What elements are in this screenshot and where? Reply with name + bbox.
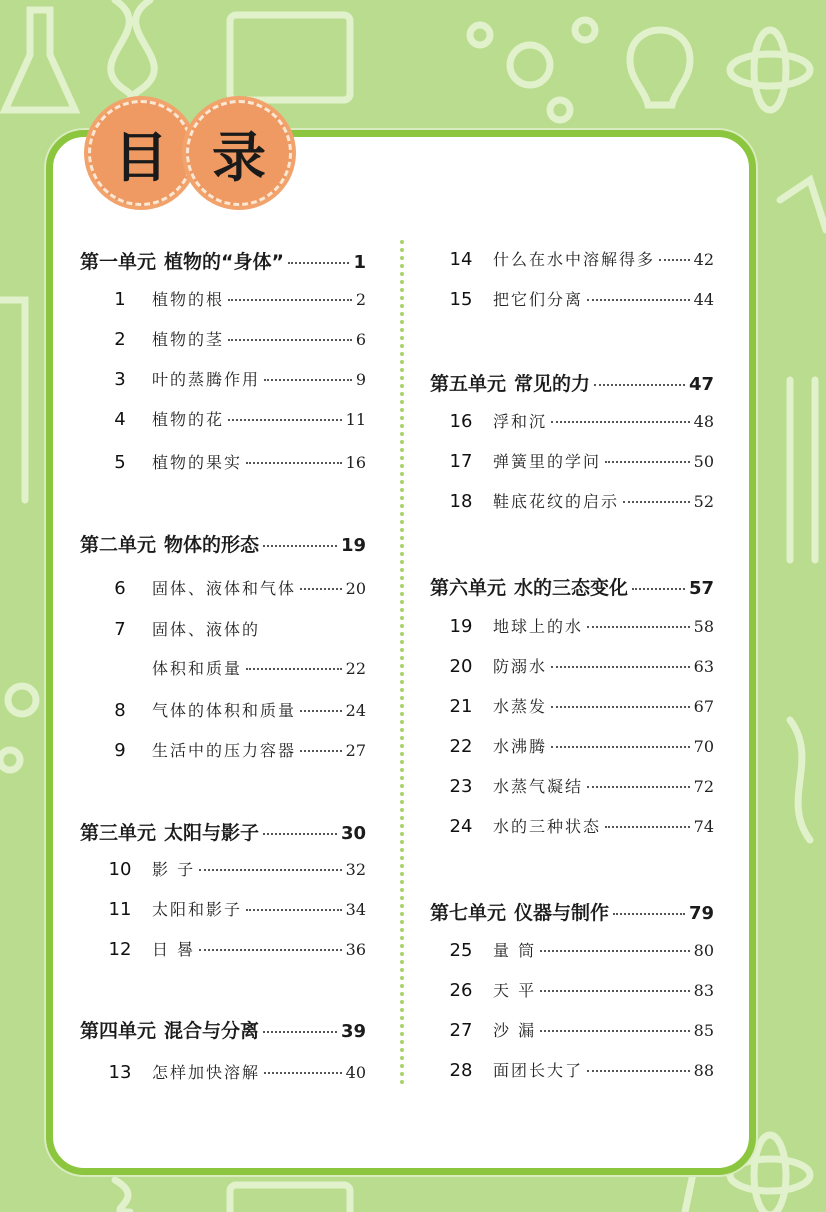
page-number: 57 <box>688 578 714 599</box>
page-number: 63 <box>693 657 714 676</box>
page-number: 85 <box>693 1021 714 1040</box>
toc-lesson-entry[interactable] <box>106 698 366 722</box>
toc-unit-entry[interactable] <box>430 369 714 395</box>
unit-title: 仪器与制作 <box>514 902 610 924</box>
lesson-number: 5 <box>114 452 126 473</box>
page-number: 47 <box>688 374 714 395</box>
unit-title: 水的三态变化 <box>514 577 629 599</box>
dot-leader <box>594 384 685 386</box>
dot-leader <box>587 1070 690 1072</box>
toc-unit-entry[interactable] <box>430 898 714 924</box>
lesson-number: 28 <box>449 1060 473 1081</box>
lesson-title: 植物的果实 <box>152 453 243 472</box>
column-divider <box>400 240 404 1085</box>
page-number: 34 <box>345 900 366 919</box>
unit-label: 第五单元 <box>430 373 507 395</box>
lesson-number: 25 <box>449 940 473 961</box>
toc-lesson-entry[interactable] <box>447 1058 714 1082</box>
page-number: 1 <box>353 252 366 273</box>
toc-lesson-entry[interactable] <box>447 614 714 638</box>
page-number: 74 <box>693 817 714 836</box>
page-number: 16 <box>345 453 366 472</box>
dot-leader <box>551 421 690 423</box>
toc-unit-entry[interactable] <box>80 530 366 556</box>
lesson-number: 26 <box>449 980 473 1001</box>
lesson-number: 2 <box>114 329 126 350</box>
dot-leader <box>623 501 690 503</box>
dot-leader <box>540 1030 690 1032</box>
unit-label: 第四单元 <box>80 1020 157 1042</box>
page-number: 44 <box>693 290 714 309</box>
lesson-title: 怎样加快溶解 <box>152 1063 261 1082</box>
unit-label: 第一单元 <box>80 251 157 273</box>
dot-leader <box>605 826 690 828</box>
lesson-number: 24 <box>449 816 473 837</box>
dot-leader <box>551 706 690 708</box>
toc-lesson-entry[interactable] <box>447 938 714 962</box>
lesson-title: 生活中的压力容器 <box>152 741 297 760</box>
lesson-number: 7 <box>114 619 126 640</box>
page-number: 79 <box>688 903 714 924</box>
dot-leader <box>199 869 342 871</box>
toc-unit-entry[interactable] <box>80 247 366 273</box>
lesson-number: 13 <box>108 1062 132 1083</box>
dot-leader <box>605 461 690 463</box>
lesson-number: 6 <box>114 578 126 599</box>
toc-lesson-entry[interactable] <box>106 1060 366 1084</box>
toc-lesson-entry[interactable] <box>106 897 366 921</box>
unit-label: 第六单元 <box>430 577 507 599</box>
lesson-title: 植物的花 <box>152 410 225 429</box>
toc-lesson-entry[interactable] <box>106 407 366 431</box>
toc-lesson-entry[interactable] <box>106 937 366 961</box>
lesson-title: 植物的根 <box>152 290 225 309</box>
lesson-number: 18 <box>449 491 473 512</box>
dot-leader <box>246 462 342 464</box>
toc-lesson-entry[interactable] <box>447 449 714 473</box>
lesson-title: 影 子 <box>152 860 196 879</box>
page-number: 2 <box>355 290 366 309</box>
lesson-number: 10 <box>108 859 132 880</box>
dot-leader <box>263 833 337 835</box>
dot-leader <box>300 710 342 712</box>
page-number: 39 <box>340 1021 366 1042</box>
page-number: 9 <box>355 370 366 389</box>
page-number: 20 <box>345 579 366 598</box>
dot-leader <box>246 668 342 670</box>
lesson-number: 4 <box>114 409 126 430</box>
dot-leader <box>263 545 337 547</box>
toc-unit-entry[interactable] <box>80 1016 366 1042</box>
lesson-number: 3 <box>114 369 126 390</box>
page-number: 83 <box>693 981 714 1000</box>
page-number: 22 <box>345 659 366 678</box>
lesson-title: 鞋底花纹的启示 <box>493 492 620 511</box>
dot-leader <box>551 746 690 748</box>
unit-title: 物体的形态 <box>164 534 260 556</box>
page-number: 58 <box>693 617 714 636</box>
dot-leader <box>587 626 690 628</box>
lesson-number: 19 <box>449 616 473 637</box>
lesson-number: 17 <box>449 451 473 472</box>
dot-leader <box>300 588 342 590</box>
lesson-number: 1 <box>114 289 126 310</box>
toc-lesson-entry[interactable] <box>447 774 714 798</box>
dot-leader <box>264 379 352 381</box>
lesson-title: 沙 漏 <box>493 1021 537 1040</box>
dot-leader <box>587 299 690 301</box>
toc-unit-entry[interactable] <box>80 818 366 844</box>
dot-leader <box>540 950 690 952</box>
lesson-title: 水蒸发 <box>493 697 548 716</box>
toc-lesson-entry[interactable] <box>106 617 366 641</box>
page-number: 72 <box>693 777 714 796</box>
unit-title: 植物的“身体” <box>164 251 284 273</box>
page-number: 88 <box>693 1061 714 1080</box>
lesson-title: 固体、液体和气体 <box>152 579 297 598</box>
toc-lesson-entry[interactable] <box>447 1018 714 1042</box>
toc-unit-entry[interactable] <box>430 573 714 599</box>
lesson-title: 太阳和影子 <box>152 900 243 919</box>
toc-lesson-entry[interactable] <box>447 654 714 678</box>
lesson-title: 水的三种状态 <box>493 817 602 836</box>
page-number: 48 <box>693 412 714 431</box>
lesson-title: 什么在水中溶解得多 <box>493 250 656 269</box>
lesson-title: 量 筒 <box>493 941 537 960</box>
lesson-number: 27 <box>449 1020 473 1041</box>
toc-lesson-entry[interactable] <box>447 489 714 513</box>
toc-lesson-entry[interactable] <box>447 247 714 271</box>
dot-leader <box>228 339 352 341</box>
page-number: 40 <box>345 1063 366 1082</box>
toc-lesson-entry[interactable] <box>106 656 366 680</box>
lesson-title: 体积和质量 <box>152 659 243 678</box>
toc-lesson-entry[interactable] <box>106 450 366 474</box>
heading-badge-2: 录 <box>186 100 292 206</box>
lesson-number: 9 <box>114 740 126 761</box>
dot-leader <box>551 666 690 668</box>
dot-leader <box>540 990 690 992</box>
dot-leader <box>199 949 342 951</box>
lesson-number: 21 <box>449 696 473 717</box>
lesson-title: 水蒸气凝结 <box>493 777 584 796</box>
toc-lesson-entry[interactable] <box>106 327 366 351</box>
dot-leader <box>632 588 685 590</box>
lesson-number: 16 <box>449 411 473 432</box>
page-number: 24 <box>345 701 366 720</box>
heading-badge-1: 目 <box>88 100 194 206</box>
toc-lesson-entry[interactable] <box>106 738 366 762</box>
page-number: 50 <box>693 452 714 471</box>
unit-title: 太阳与影子 <box>164 822 260 844</box>
page-number: 52 <box>693 492 714 511</box>
dot-leader <box>659 259 690 261</box>
lesson-title: 面团长大了 <box>493 1061 584 1080</box>
dot-leader <box>228 299 352 301</box>
lesson-title: 日 晷 <box>152 940 196 959</box>
dot-leader <box>264 1072 342 1074</box>
toc-lesson-entry[interactable] <box>447 694 714 718</box>
lesson-number: 11 <box>108 899 132 920</box>
lesson-number: 14 <box>449 249 473 270</box>
page-number: 70 <box>693 737 714 756</box>
lesson-title: 弹簧里的学问 <box>493 452 602 471</box>
dot-leader <box>288 262 349 264</box>
lesson-title: 固体、液体的 <box>152 620 261 639</box>
toc-lesson-entry[interactable] <box>447 734 714 758</box>
toc-lesson-entry[interactable] <box>447 409 714 433</box>
dot-leader <box>587 786 690 788</box>
dot-leader <box>300 750 342 752</box>
dot-leader <box>613 913 685 915</box>
page-number: 6 <box>355 330 366 349</box>
dot-leader <box>246 909 342 911</box>
toc-lesson-entry[interactable] <box>106 857 366 881</box>
lesson-title: 天 平 <box>493 981 537 1000</box>
unit-label: 第三单元 <box>80 822 157 844</box>
lesson-title: 水沸腾 <box>493 737 548 756</box>
unit-title: 混合与分离 <box>164 1020 260 1042</box>
page-number: 19 <box>340 535 366 556</box>
page-number: 27 <box>345 741 366 760</box>
lesson-title: 气体的体积和质量 <box>152 701 297 720</box>
lesson-title: 防溺水 <box>493 657 548 676</box>
toc-lesson-entry[interactable] <box>106 367 366 391</box>
page-number: 11 <box>345 410 366 429</box>
lesson-number: 8 <box>114 700 126 721</box>
toc-lesson-entry[interactable] <box>447 978 714 1002</box>
unit-label: 第七单元 <box>430 902 507 924</box>
unit-label: 第二单元 <box>80 534 157 556</box>
page-number: 36 <box>345 940 366 959</box>
page-number: 42 <box>693 250 714 269</box>
lesson-title: 叶的蒸腾作用 <box>152 370 261 389</box>
lesson-title: 把它们分离 <box>493 290 584 309</box>
lesson-title: 植物的茎 <box>152 330 225 349</box>
dot-leader <box>228 419 342 421</box>
dot-leader <box>263 1031 337 1033</box>
lesson-title: 浮和沉 <box>493 412 548 431</box>
lesson-number: 15 <box>449 289 473 310</box>
toc-lesson-entry[interactable] <box>106 287 366 311</box>
unit-title: 常见的力 <box>514 373 591 395</box>
lesson-number: 23 <box>449 776 473 797</box>
toc-lesson-entry[interactable] <box>106 576 366 600</box>
toc-lesson-entry[interactable] <box>447 814 714 838</box>
lesson-title: 地球上的水 <box>493 617 584 636</box>
page-number: 32 <box>345 860 366 879</box>
page-number: 67 <box>693 697 714 716</box>
page-number: 80 <box>693 941 714 960</box>
lesson-number: 22 <box>449 736 473 757</box>
toc-lesson-entry[interactable] <box>447 287 714 311</box>
lesson-number: 12 <box>108 939 132 960</box>
lesson-number: 20 <box>449 656 473 677</box>
page-number: 30 <box>340 823 366 844</box>
